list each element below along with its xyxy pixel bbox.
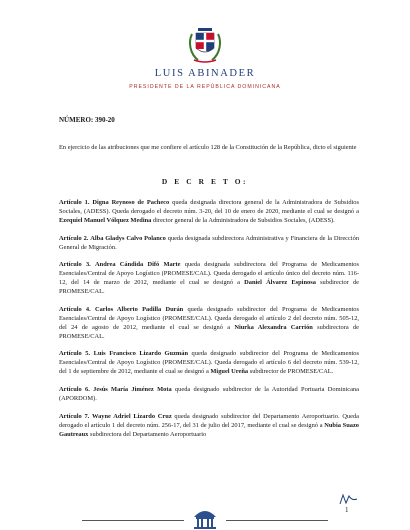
article-1 xyxy=(59,198,359,225)
article-label: Artículo 6. xyxy=(59,385,90,393)
article-person-name: Wayne Adriel Lizardo Cruz xyxy=(92,412,172,420)
article-2 xyxy=(59,234,359,252)
article-person-name-2: Miguel Ureña xyxy=(210,368,249,376)
article-label: Artículo 1. xyxy=(59,199,90,206)
header-subtitle: PRESIDENTE DE LA REPÚBLICA DOMINICANA xyxy=(129,84,281,90)
page-number: 1 xyxy=(345,506,349,514)
article-5 xyxy=(59,349,359,376)
decree-number: NÚMERO: 390-20 xyxy=(59,116,115,124)
article-3 xyxy=(59,260,359,296)
article-text-2: subdirectora de PROMESE/CAL. xyxy=(59,323,359,340)
article-text: queda designado subdirector del Programa de Medicamentos Esenciales/Central de Apoyo Logístico (PROMESE/CAL). Queda derogado el artículo 6 del decreto núm. 539-12, del 1 de septiembre de 2012, mediante el cual se designó a xyxy=(59,350,359,376)
decreto-heading: D E C R E T O: xyxy=(161,177,249,186)
article-person-name: Andrea Cándida Difó Marte xyxy=(95,261,181,269)
intro-paragraph: En ejercicio de las atribuciones que me confiere el artículo 128 de la Constitución de la República, dicto el siguiente xyxy=(59,144,357,151)
article-person-name: Luis Francisco Lizardo Guzmán xyxy=(93,350,188,358)
coat-of-arms-seal-icon xyxy=(186,24,224,64)
article-label: Artículo 5. xyxy=(59,350,91,358)
palace-emblem-icon xyxy=(190,503,220,530)
article-person-name-2: Niurka Alexandra Carrión xyxy=(234,323,313,331)
article-4 xyxy=(59,305,359,341)
article-text-2: subdirector de PROMESE/CAL. xyxy=(59,279,359,296)
article-person-name: Digna Reynoso de Pacheco xyxy=(92,199,170,206)
footer-divider-right xyxy=(226,520,328,521)
articles-list xyxy=(59,198,359,447)
article-label: Artículo 4. xyxy=(59,305,91,313)
article-person-name-2: Nubia Suazo Gautreaux xyxy=(59,421,359,438)
article-text: queda designada subdirectora Administrativa y Financiera de la Dirección General de Migración. xyxy=(59,234,360,251)
article-text: queda designado subdirector de la Autoridad Portuaria Dominicana (APORDOM). xyxy=(59,385,359,402)
article-person-name-2: Ezequiel Manuel Vólquez Medina xyxy=(59,217,152,224)
header-name: LUIS ABINADER xyxy=(154,68,256,79)
article-person-name: Carlos Alberto Padilla Durán xyxy=(94,305,184,313)
article-text: queda designado subdirector del Programa de Medicamentos Esenciales/Central de Apoyo Logístico (PROMESE/CAL). Queda derogado el artículo 2 del decreto núm. 505-12, del 24 de agosto de 2012, mediante el cual se designó a xyxy=(59,305,359,331)
article-text-2: subdirector de PROMESE/CAL. xyxy=(249,368,334,376)
article-person-name-2: Daniel Álvarez Espinosa xyxy=(244,279,316,287)
article-text-2: director general de la Administradora de Subsidios Sociales, (ADESS). xyxy=(152,217,335,224)
article-person-name: Jesús María Jiménez Mota xyxy=(93,385,172,393)
article-text: queda designada subdirectora del Programa de Medicamentos Esenciales/Central de Apoyo Logístico (PROMESE/CAL). Queda derogado el artículo único del decreto núm. 116-12, del 14 de marzo de 2012, mediante el cual se designó a xyxy=(59,261,359,287)
article-person-name: Alba Gladys Calvo Polanco xyxy=(90,234,166,242)
article-7 xyxy=(59,412,359,439)
article-text: queda designada directora general de la Administradora de Subsidios Sociales, (ADESS). Queda derogado el decreto núm. 3-20, del 10 de enero de 2020, mediante el cual se designó a xyxy=(59,199,359,215)
article-label: Artículo 2. xyxy=(59,234,89,242)
article-label: Artículo 3. xyxy=(59,261,91,269)
footer-divider-left xyxy=(82,520,184,521)
article-text-2: subdirectora del Departamento Aeroportuario xyxy=(89,430,207,438)
article-6 xyxy=(59,385,359,403)
article-text: queda designado subdirector del Departamento Aeroportuario. Queda derogado el artículo 1 del decreto núm. 256-17, del 31 de julio del 2017, mediante el cual se designó a xyxy=(59,412,359,429)
article-label: Artículo 7. xyxy=(59,412,90,420)
initials-signature-icon xyxy=(338,493,360,506)
